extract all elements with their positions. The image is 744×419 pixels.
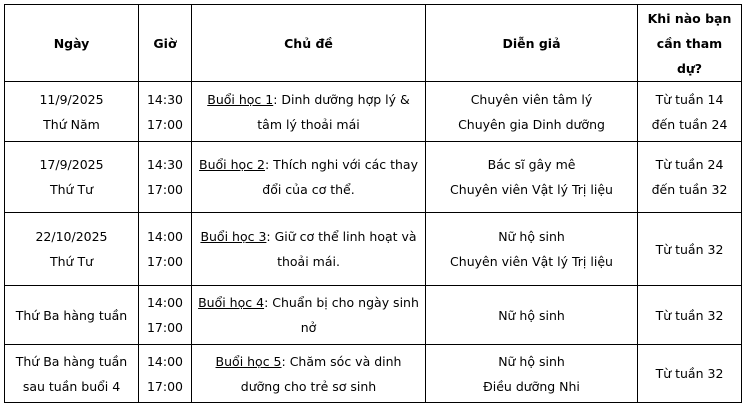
speaker-line: Chuyên viên Vật lý Trị liệu [450,254,613,269]
weekday-line: Thứ Năm [43,116,100,132]
end-time: 17:00 [146,378,184,394]
topic-cell [192,345,426,403]
table-row [5,286,742,345]
topic-line [195,224,422,249]
date-line: 17/9/2025 [39,157,104,172]
topic-cell [192,286,426,345]
table-row [5,82,742,142]
session-link[interactable]: Buổi học 5 [215,353,282,369]
topic-line [195,349,422,374]
speaker-line: Nữ hộ sinh [498,307,565,323]
date-line: 22/10/2025 [35,229,108,244]
when-line: đến tuần 32 [651,182,728,197]
topic-line: thoải mái. [277,254,340,269]
when-line: Từ tuần 32 [655,241,724,257]
topic-line: dưỡng cho trẻ sơ sinh [240,378,377,394]
session-link[interactable]: Buổi học 4 [198,295,265,310]
start-time: 14:00 [146,229,184,244]
header-time: Giờ [139,5,192,82]
topic-text: : Chuẩn bị cho ngày sinh [264,295,419,310]
when-cell [638,82,742,142]
header-when-line: cần tham [656,35,723,51]
end-time: 17:00 [146,182,184,197]
weekday-line: Thứ Tư [49,182,93,197]
speaker-cell [426,82,638,142]
topic-text: : Thích nghi với các thay [265,157,418,172]
speaker-line: Điều dưỡng Nhi [483,378,580,394]
speaker-cell [426,142,638,213]
end-time: 17:00 [146,320,184,335]
when-cell [638,213,742,286]
header-speaker: Diễn giả [426,5,638,82]
header-topic: Chủ đề [192,5,426,82]
speaker-cell [426,286,638,345]
topic-cell [192,142,426,213]
when-line: Từ tuần 14 [655,91,724,107]
header-when-line: Khi nào bạn [647,10,732,26]
header-when [638,5,742,82]
time-cell [139,213,192,286]
time-cell [139,142,192,213]
when-line: Từ tuần 32 [655,307,724,323]
when-cell [638,345,742,403]
speaker-line: Chuyên gia Dinh dưỡng [458,116,605,132]
table-row [5,142,742,213]
start-time: 14:00 [146,295,184,310]
topic-line: tâm lý thoải mái [257,116,360,132]
speaker-cell [426,213,638,286]
session-link[interactable]: Buổi học 1 [207,91,274,107]
when-cell [638,286,742,345]
topic-line: đổi của cơ thể. [262,182,355,197]
topic-text: : Dinh dưỡng hợp lý & [273,91,410,107]
date-cell [5,213,139,286]
topic-line: nở [300,320,317,335]
start-time: 14:30 [146,91,184,107]
session-link[interactable]: Buổi học 2 [199,157,265,172]
date-line: sau tuần buổi 4 [22,378,121,394]
header-when-line: dự? [676,60,703,76]
speaker-line: Bác sĩ gây mê [487,157,576,172]
date-cell [5,82,139,142]
topic-cell [192,82,426,142]
time-cell [139,345,192,403]
speaker-line: Nữ hộ sinh [498,353,565,369]
topic-line [195,87,422,112]
topic-text: : Giữ cơ thể linh hoạt và [266,229,417,244]
table-row [5,345,742,403]
class-schedule-table [4,4,742,403]
header-date: Ngày [5,5,139,82]
speaker-cell [426,345,638,403]
topic-text: : Chăm sóc và dinh [281,353,402,369]
topic-line [195,152,422,177]
topic-cell [192,213,426,286]
speaker-line: Chuyên viên Vật lý Trị liệu [450,182,613,197]
when-line: Từ tuần 32 [655,366,724,381]
date-cell [5,345,139,403]
session-link[interactable]: Buổi học 3 [200,229,267,244]
when-line: đến tuần 24 [651,116,728,132]
speaker-line: Nữ hộ sinh [498,229,565,244]
date-line: Thứ Ba hàng tuần [15,353,128,369]
when-line: Từ tuần 24 [655,157,724,172]
weekday-line: Thứ Tư [49,254,93,269]
start-time: 14:00 [146,353,184,369]
topic-line [195,290,422,315]
date-cell [5,142,139,213]
start-time: 14:30 [146,157,184,172]
when-cell [638,142,742,213]
speaker-line: Chuyên viên tâm lý [470,91,593,107]
time-cell [139,82,192,142]
end-time: 17:00 [146,254,184,269]
time-cell [139,286,192,345]
date-line: Thứ Ba hàng tuần [15,307,128,323]
date-cell [5,286,139,345]
end-time: 17:00 [146,116,184,132]
header-row [5,5,742,82]
date-line: 11/9/2025 [39,91,104,107]
table-row [5,213,742,286]
